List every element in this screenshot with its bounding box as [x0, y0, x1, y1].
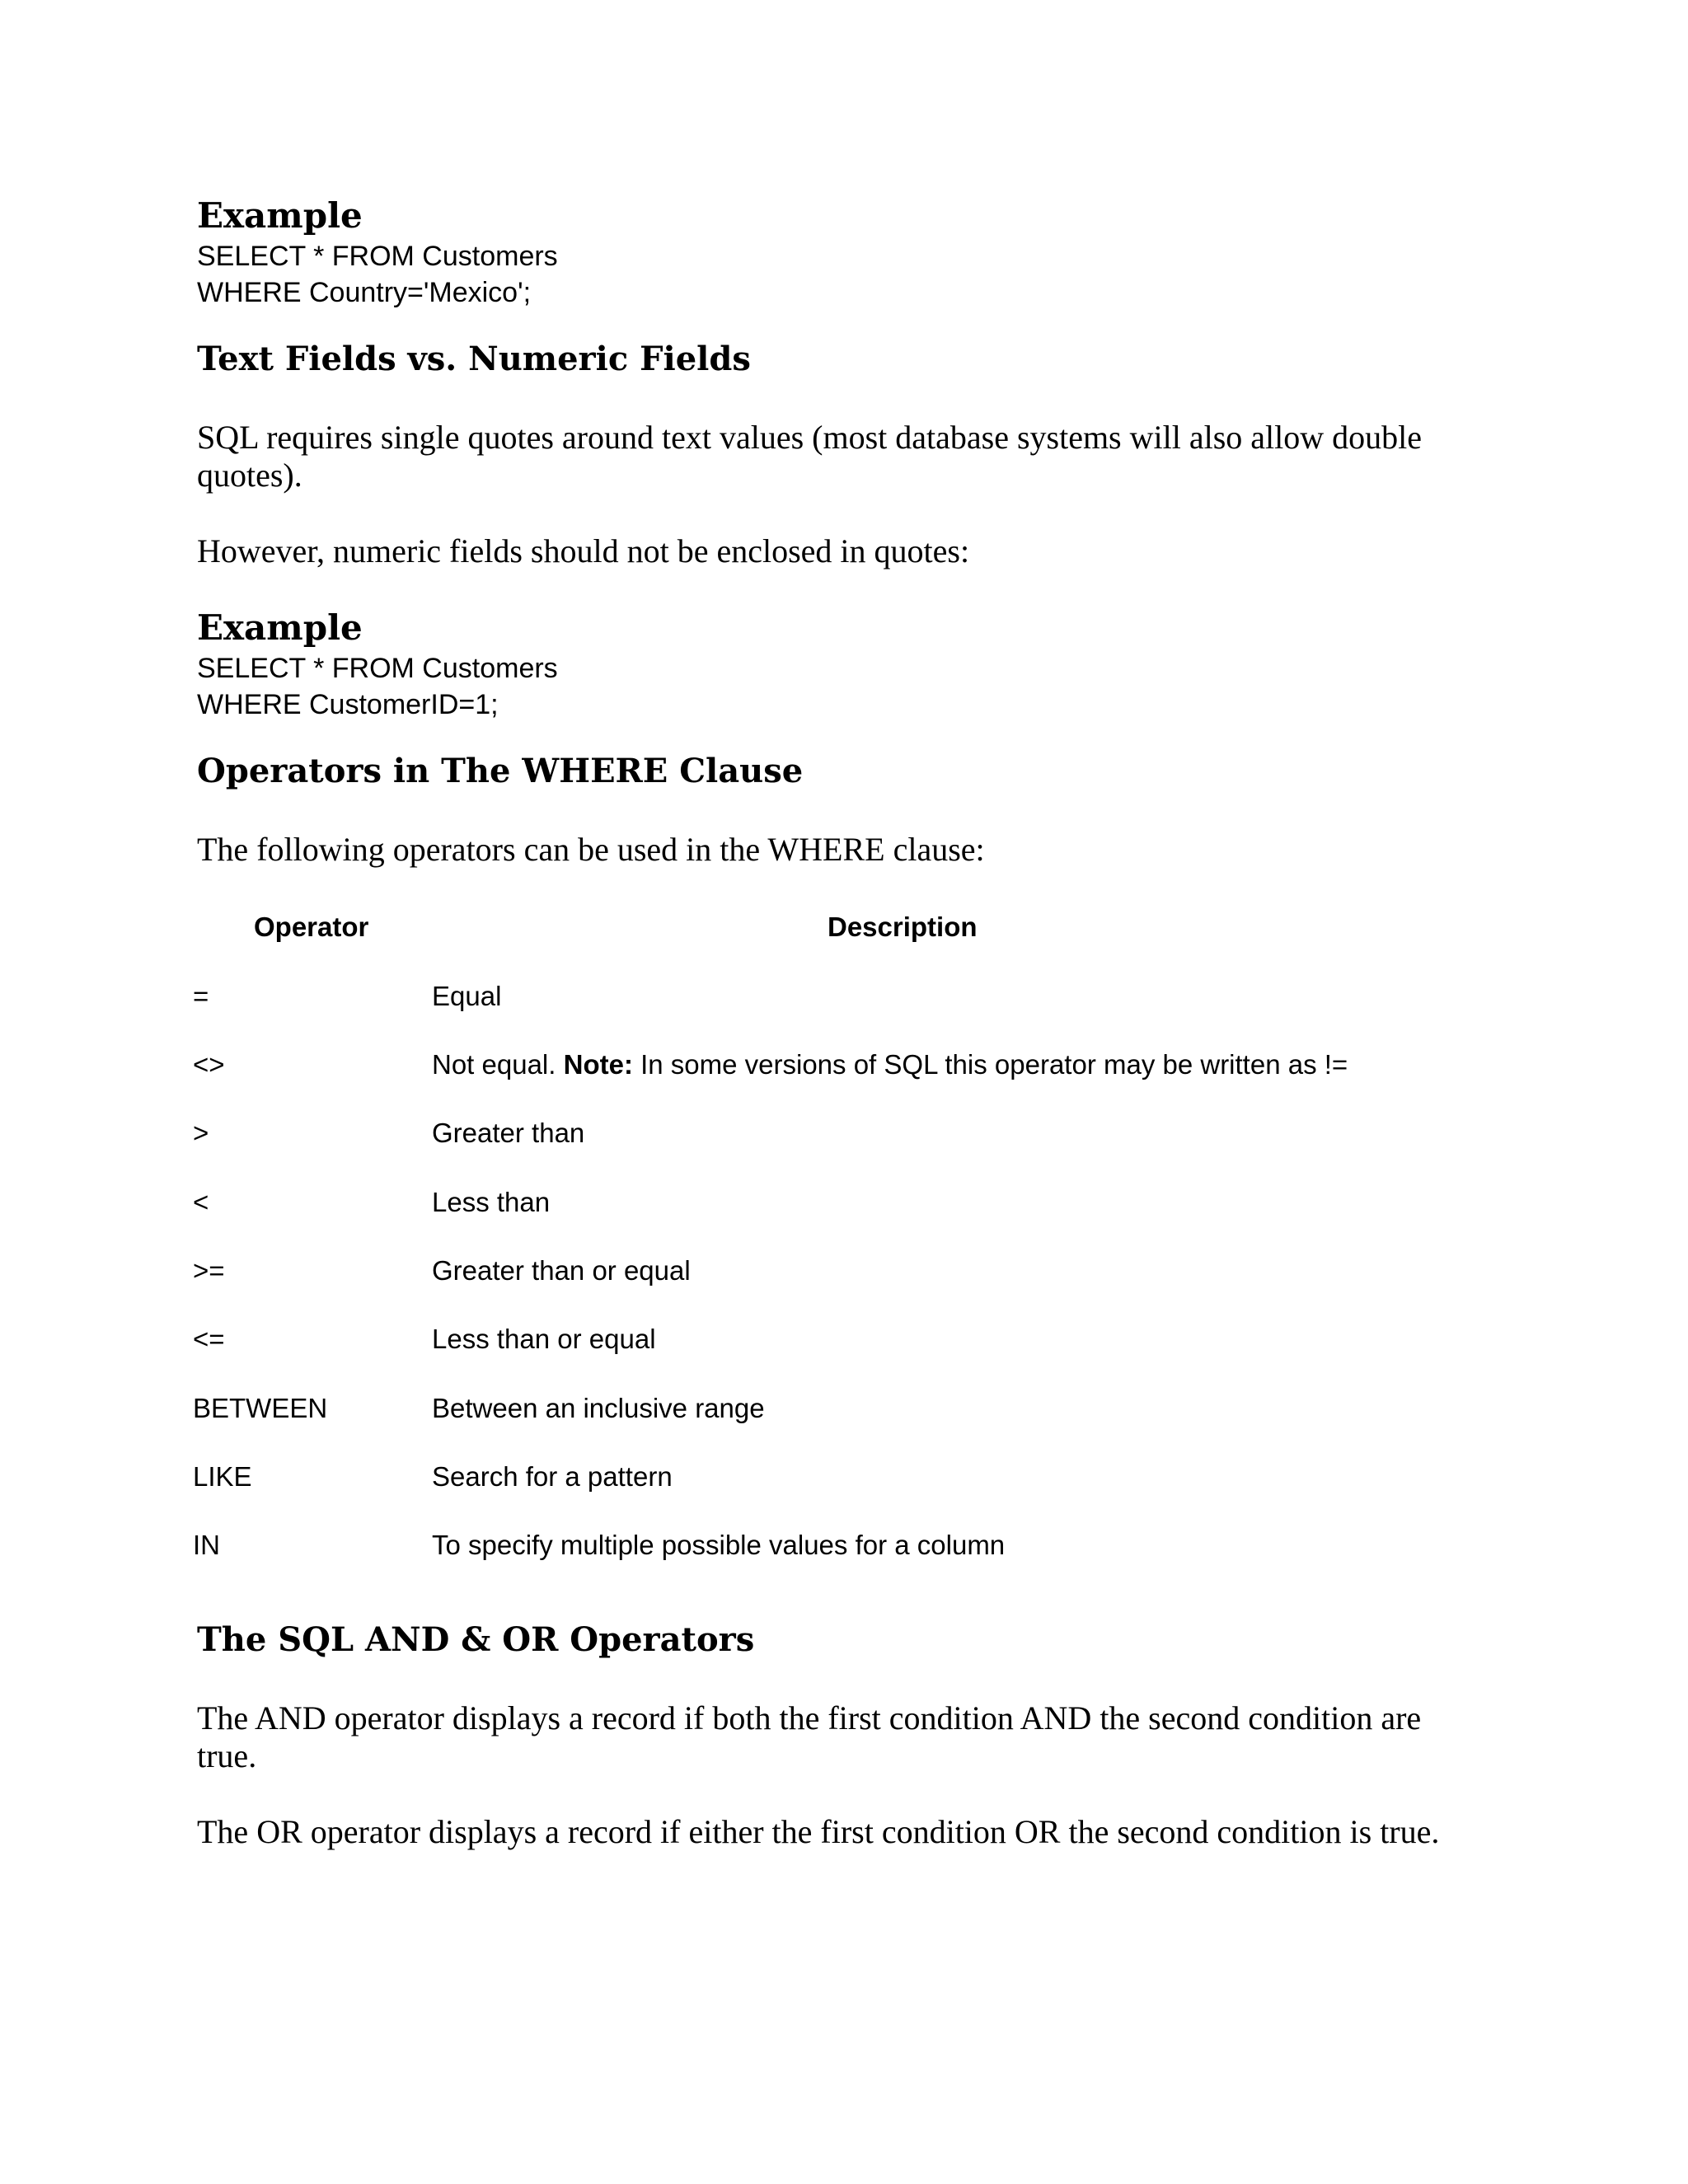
operator-cell: <>	[193, 1049, 225, 1080]
table-header-row	[193, 911, 1446, 944]
table-row	[193, 1460, 1446, 1493]
table-header-description: Description	[828, 912, 978, 942]
paragraph-numeric-fields: However, numeric fields should not be enclosed in quotes:	[197, 532, 970, 569]
description-cell: Search for a pattern	[432, 1461, 673, 1492]
description-cell: Less than or equal	[432, 1324, 656, 1354]
operator-cell: IN	[193, 1530, 220, 1560]
code-line-where-customerid: WHERE CustomerID=1;	[197, 689, 499, 720]
table-row	[193, 1117, 1446, 1150]
description-prefix: Not equal.	[432, 1049, 564, 1080]
operator-cell: LIKE	[193, 1461, 252, 1492]
description-cell: Greater than or equal	[432, 1255, 691, 1286]
paragraph-or-operator: The OR operator displays a record if either the first condition OR the second condition is true.	[197, 1813, 1440, 1850]
code-line-where-country: WHERE Country='Mexico';	[197, 277, 532, 308]
table-row	[193, 1048, 1446, 1081]
operator-cell: =	[193, 981, 209, 1011]
section-heading-operators: Operators in The WHERE Clause	[197, 752, 804, 790]
operator-cell: >=	[193, 1255, 225, 1286]
section-heading-text-vs-numeric: Text Fields vs. Numeric Fields	[197, 340, 751, 378]
note-label: Note:	[563, 1049, 633, 1080]
example-heading-1: Example	[197, 195, 363, 236]
description-cell: Less than	[432, 1187, 551, 1217]
description-cell	[432, 1048, 1348, 1081]
paragraph-quotes-line-1: SQL requires single quotes around text values (most database systems will also allow double	[197, 419, 1423, 456]
example-heading-2: Example	[197, 607, 363, 648]
table-row	[193, 980, 1446, 1013]
table-row	[193, 1186, 1446, 1219]
operator-cell: >	[193, 1118, 209, 1148]
description-suffix: In some versions of SQL this operator may be written as !=	[632, 1049, 1348, 1080]
paragraph-and-operator-line-1: The AND operator displays a record if both the first condition AND the second condition are	[197, 1699, 1422, 1736]
code-line-select-customers-2: SELECT * FROM Customers	[197, 653, 558, 684]
operator-cell: <	[193, 1187, 209, 1217]
description-cell: To specify multiple possible values for a column	[432, 1530, 1006, 1560]
operator-cell: BETWEEN	[193, 1393, 328, 1423]
description-cell: Between an inclusive range	[432, 1393, 765, 1423]
table-row	[193, 1529, 1446, 1562]
description-cell: Equal	[432, 981, 502, 1011]
paragraph-operators-intro: The following operators can be used in the WHERE clause:	[197, 831, 985, 868]
section-heading-and-or: The SQL AND & OR Operators	[197, 1620, 755, 1659]
table-row	[193, 1392, 1446, 1425]
code-line-select-customers-1: SELECT * FROM Customers	[197, 241, 558, 272]
description-cell: Greater than	[432, 1118, 585, 1148]
paragraph-quotes-line-2: quotes).	[197, 457, 302, 494]
table-row	[193, 1323, 1446, 1356]
table-row	[193, 1254, 1446, 1287]
operator-cell: <=	[193, 1324, 225, 1354]
table-header-operator: Operator	[254, 912, 369, 942]
paragraph-and-operator-line-2: true.	[197, 1737, 257, 1774]
